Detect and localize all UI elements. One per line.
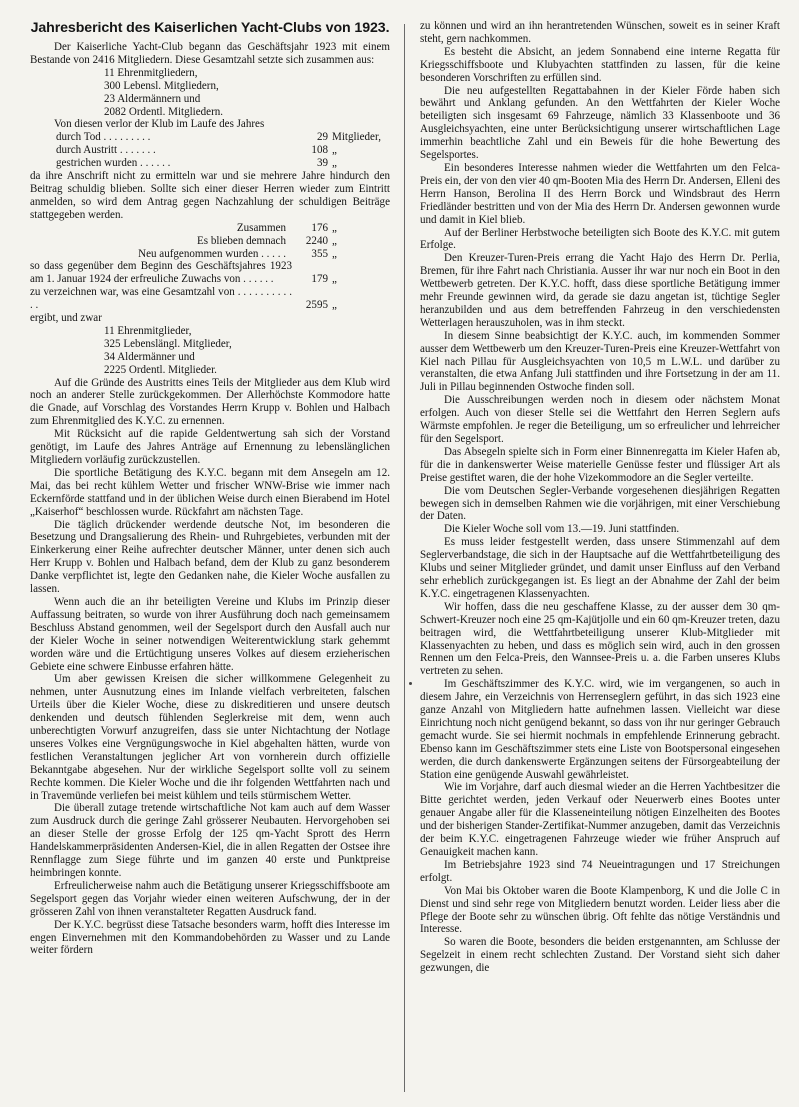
stat-unit: Mitglieder, bbox=[332, 131, 381, 144]
body-paragraph: Die täglich drückender werdende deutsche Not, im besonderen die Besetzung und Drangsalierung des Rhein- und Ruhrgebietes, verbunden mit der Einkerkerung einer Reihe aufrechter deutscher Männer, unter denen sich auch Herr Krupp v. Bohlen und Halbach befand, dem der Klub zu ganz besonderem Danke verpflichtet ist, legte den Gedanken nahe, die Kieler Woche ausfallen zu lassen. bbox=[30, 518, 390, 596]
total-number: 2595 bbox=[305, 299, 328, 312]
stat-label: durch Tod . . . . . . . . . bbox=[56, 131, 151, 144]
growth-row bbox=[30, 260, 390, 286]
stat-unit: „ bbox=[332, 234, 337, 247]
right-body-text bbox=[420, 20, 780, 975]
body-paragraph: Mit Rücksicht auf die rapide Geldentwertung sah sich der Vorstand genötigt, im Laufe des Jahres Anträge auf Ernennung zu lebenslänglichen Mitgliedern vorläufig zurückzustellen. bbox=[30, 428, 390, 466]
body-paragraph: Wir hoffen, dass die neu geschaffene Klasse, zu der ausser dem 30 qm-Schwert-Kreuzer noch eine 25 qm-Kajütjolle und ein 60 qm-Kreuzer treten, dazu beitragen wird, die Wettfahrtbeteiligung unserer Klub-Mitglieder mit Klassenyachten zu heben, und dass es möglich sein wird, auch in den grossen Rennen um den Felca-Preis, den Wannsee-Preis u. a. die Farben unseres Klubs vertreten zu sehen. bbox=[420, 600, 780, 678]
stat-row bbox=[30, 235, 390, 248]
growth-text: so dass gegenüber dem Beginn des Geschäftsjahres 1923 am 1. Januar 1924 der erfreuliche Zuwachs von . . . . . . bbox=[30, 260, 292, 286]
total-text: zu verzeichnen war, was eine Gesamtzahl von . . . . . . . . . . . . bbox=[30, 286, 292, 312]
growth-table bbox=[30, 260, 390, 312]
body-paragraph: So waren die Boote, besonders die beiden erstgenannten, am Schlusse der Segelzeit in einem recht schlechten Zustand. Der Vorstand sieht sich daher gezwungen, die bbox=[420, 936, 780, 975]
body-paragraph: Auf die Gründe des Austritts eines Teils der Mitglieder aus dem Klub wird noch an anderer Stelle zurückgekommen. Der Allerhöchste Kommodore hatte die Gnade, auf Vorschlag des Vorstandes Herrn Krupp v. Bohlen und Halbach zum Ehrenmitglied des K.Y.C. zu ernennen. bbox=[30, 376, 390, 428]
stat-label: Neu aufgenommen wurden . . . . . bbox=[138, 247, 286, 260]
list-item: 34 Aldermänner und bbox=[104, 350, 195, 363]
body-paragraph: Von Mai bis Oktober waren die Boote Klampenborg, K und die Jolle C in Dienst und sind sehr rege von Mitgliedern benutzt worden. Leider liess aber die Pflege der Boote sehr zu wünschen übrig. Oft fehlte das nötige Verständnis und Interesse. bbox=[420, 884, 780, 936]
stat-row bbox=[30, 248, 390, 261]
losses-explanation: da ihre Anschrift nicht zu ermitteln war und sie mehrere Jahre hindurch den Beitrag schuldig blieben. Sollte sich einer dieser Herren wieder zum Eintritt anmelden, so wird dem Antrag gegen Nachzahlung der schuldigen Beiträge stattgegeben werden. bbox=[30, 170, 390, 221]
body-paragraph: Im Geschäftszimmer des K.Y.C. wird, wie im vergangenen, so auch in diesem Jahre, ein Verzeichnis von Herrenseglern geführt, in das sich 1923 eine ganze Anzahl von Mitgliedern hatte aufnehmen lassen. Vielleicht war diese Einrichtung noch nicht genügend bekannt, so dass von ihr nur geringer Gebrauch gemacht wurde. Sie sei hiermit nochmals in empfehlende Erinnerung gebracht. Ebenso kann im Geschäftszimmer stets eine Liste von Bootspersonal eingesehen werden, die durch dankenswerte Ergänzungen seitens der Fürsorgeabteilung der Station eine genügende Auswahl gewährleistet. bbox=[420, 678, 780, 781]
stat-label: Zusammen bbox=[236, 221, 286, 234]
stat-number: 176 bbox=[311, 221, 328, 234]
totals-table bbox=[30, 222, 390, 261]
body-paragraph: Im Betriebsjahre 1923 sind 74 Neueintragungen und 17 Streichungen erfolgt. bbox=[420, 858, 780, 884]
list-item: 325 Lebenslängl. Mitglieder, bbox=[104, 337, 232, 350]
list-item: 300 Lebensl. Mitgliedern, bbox=[104, 79, 219, 92]
growth-unit: „ bbox=[332, 273, 337, 286]
body-paragraph: Die Ausschreibungen werden noch in diesem oder nächstem Monat erfolgen. Auch von dieser Stelle sei die Wettfahrt den Herren Seglern aufs Wärmste empfohlen. Je reger die Beteiligung, um so erfreulicher und lehrreicher für den Segelsport. bbox=[420, 394, 780, 445]
left-column bbox=[30, 20, 390, 957]
body-paragraph: Es besteht die Absicht, an jedem Sonnabend eine interne Regatta für Kriegsschiffsboote und Klubyachten stattfinden zu lassen, für die keine besonderen Vorschriften zu erfüllen sind. bbox=[420, 45, 780, 84]
stat-row bbox=[30, 144, 390, 157]
list-item: 23 Aldermännern und bbox=[104, 92, 201, 105]
body-paragraph: Die überall zutage tretende wirtschaftliche Not kam auch auf dem Wasser zum Ausdruck durch die geringe Zahl grösserer Neubauten. Hervorgehoben sei an dieser Stelle der grosse Erfolg der 125 qm-Yacht Sprott des Herrn Handelskammerpräsidenten Andersen-Kiel, die in allen Regatten der Ostsee ihre Rennflagge zum Siege führte und im ganzen 40 erste und Punktpreise heimbringen konnte. bbox=[30, 802, 390, 879]
stat-row bbox=[30, 157, 390, 170]
body-paragraph: Das Absegeln spielte sich in Form einer Binnenregatta im Kieler Hafen ab, für die in dankenswerter Weise materielle Genüsse fester und flüssiger Art als Preise gestiftet waren, die der hohe Vizekommodore an die Segler verteilte. bbox=[420, 445, 780, 484]
body-paragraph: Die neu aufgestellten Regattabahnen in der Kieler Förde haben sich bewährt und Anklang gefunden. An den Wettfahrten der Kieler Woche beteiligten sich insgesamt 69 Fahrzeuge, nämlich 33 Klassenboote und 36 Ausgleichsyachten, eine unter Berücksichtigung unserer wirtschaftlichen Lage immerhin beachtliche Zahl und ein Beweis für die hohe Bewertung des Segelsportes. bbox=[420, 84, 780, 162]
body-paragraph: Wenn auch die an ihr beteiligten Vereine und Klubs im Prinzip dieser Auffassung beitraten, so wurde von ihrer Ausführung doch nach gemeinsamem Beschluss Abstand genommen, weil der Segelsport durch den Ausfall auch nur der Kieler Woche in seiner notwendigen Weiterentwicklung stark gehemmt worden wäre und die Ertüchtigung unseres Volkes auf diesem erzieherischen Gebiete eine schwere Einbusse erfahren hätte. bbox=[30, 595, 390, 673]
stat-unit: „ bbox=[332, 247, 337, 260]
left-body-text bbox=[30, 377, 390, 958]
stat-unit: „ bbox=[332, 221, 337, 234]
body-paragraph: Der K.Y.C. begrüsst diese Tatsache besonders warm, hofft dies Interesse im engen Einvernehmen mit den Kommandobehörden zu Wasser und zu Lande weiter fördern bbox=[30, 918, 390, 957]
stat-unit: „ bbox=[332, 157, 337, 170]
stat-row bbox=[30, 131, 390, 144]
list-item: 11 Ehrenmitglieder, bbox=[104, 324, 192, 337]
list-item: 2225 Ordentl. Mitglieder. bbox=[104, 363, 217, 376]
list-item: 2082 Ordentl. Mitgliedern. bbox=[104, 105, 224, 118]
page-title: Jahresbericht des Kaiserlichen Yacht-Clubs von 1923. bbox=[30, 20, 390, 36]
losses-table bbox=[30, 131, 390, 170]
total-row bbox=[30, 286, 390, 312]
print-speck bbox=[409, 682, 412, 685]
body-paragraph: Wie im Vorjahre, darf auch diesmal wieder an die Herren Yachtbesitzer die Bitte gerichtet werden, jeden Verkauf oder Neuerwerb eines Bootes unter genauer Angabe aller für die Klasseneinteilung nötigen Einzelheiten des Bootes und der bisherigen Stander-Zertifikat-Nummer anzugeben, damit das Verzeichnis der beim K.Y.C. eingetragenen Fahrzeuge wieder wie früher Anspruch auf Genauigkeit machen kann. bbox=[420, 781, 780, 858]
stat-label: durch Austritt . . . . . . . bbox=[56, 144, 156, 157]
growth-number: 179 bbox=[311, 273, 328, 286]
stat-number: 2240 bbox=[305, 234, 328, 247]
column-divider bbox=[404, 24, 405, 1092]
document-page bbox=[28, 20, 784, 1095]
body-paragraph: Ein besonderes Interesse nahmen wieder die Wettfahrten um den Felca-Preis ein, der von den vier 40 qm-Booten Mia des Herrn Dr. Andersen, Elleni des Herrn Hanson, Berolina II des Herrn Borck und Windsbraut des Herrn Friedländer bestritten und von der Mia des Herrn Dr. Andersen gewonnen wurde und damit in Kiel blieb. bbox=[420, 161, 780, 226]
right-column bbox=[420, 20, 780, 975]
body-paragraph: zu können und wird an ihn herantretenden Wünschen, soweit es in seiner Kraft steht, gern nachkommen. bbox=[420, 20, 780, 45]
body-paragraph: In diesem Sinne beabsichtigt der K.Y.C. auch, im kommenden Sommer ausser dem Wettbewerb um den Kreuzer-Turen-Preis eine Kreuzer-Wettfahrt von Kiel nach Pillau für Ausgleichsyachten von 10,5 m L.W.L. und darüber zu veranstalten, die etwa Anfang Juli stattfinden und ihre Fortsetzung in der am 11. Juli in Pillau beginnenden Ostwoche finden soll. bbox=[420, 329, 780, 394]
stat-number: 39 bbox=[316, 157, 328, 170]
stat-row bbox=[30, 222, 390, 235]
breakdown-intro: ergibt, und zwar bbox=[30, 312, 102, 325]
body-paragraph: Auf der Berliner Herbstwoche beteiligten sich Boote des K.Y.C. mit gutem Erfolge. bbox=[420, 226, 780, 252]
total-unit: „ bbox=[332, 299, 337, 312]
stat-label: gestrichen wurden . . . . . . bbox=[56, 157, 171, 170]
stat-number: 108 bbox=[311, 144, 328, 157]
body-paragraph: Erfreulicherweise nahm auch die Betätigung unserer Kriegsschiffsboote am Segelsport gegen das Vorjahr wieder einen weiteren Aufschwung, der in der grösseren Zahl von ihnen veranstalteter Regatten Ausdruck fand. bbox=[30, 879, 390, 918]
member-breakdown-list bbox=[30, 325, 390, 377]
list-item: 11 Ehrenmitgliedern, bbox=[104, 66, 198, 79]
body-paragraph: Die Kieler Woche soll vom 13.—19. Juni stattfinden. bbox=[444, 523, 680, 536]
body-paragraph: Um aber gewissen Kreisen die sicher willkommene Gelegenheit zu nehmen, unter Ausnutzung eines im Inlande vielfach verbreiteten, falschen Urteils über die Kieler Woche, diese zu diskreditieren und unsere deutsch denkenden und deutsch fühlenden Seglerkreise mit dem, wenn auch unberechtigten Vorwurf anzugreifen, dass sie unter Nichtachtung der Notlage unseres Volkes eine Vergnügungswoche in Kiel abgehalten hätten, wurde von festlichen Veranstaltungen jeglicher Art von vornherein durch offizielle Bekanntgabe abgesehen. Nur der wirkliche Segelsport sollte voll zu seinem Rechte kommen. Die Kieler Woche und die ihr folgenden Wettfahrten nach und in Travemünde verliefen bei meist kühlem und teils stürmischem Wetter. bbox=[30, 673, 390, 802]
stat-unit: „ bbox=[332, 144, 337, 157]
body-paragraph: Die vom Deutschen Segler-Verbande vorgesehenen diesjährigen Regatten bewegen sich in demselben Rahmen wie die vorjährigen, mit einer Verschiebung der Daten. bbox=[420, 484, 780, 523]
member-composition-list bbox=[30, 67, 390, 119]
stat-label: Es blieben demnach bbox=[197, 234, 286, 247]
losses-intro: Von diesen verlor der Klub im Laufe des Jahres bbox=[54, 118, 265, 131]
body-paragraph: Die sportliche Betätigung des K.Y.C. begann mit dem Ansegeln am 12. Mai, das bei recht kühlem Wetter und frischer WNW-Brise wie immer nach Eckernförde stattfand und in der üblichen Weise durch einen Bierabend im Hotel „Kaiserhof“ beschlossen wurde. Rückfahrt am nächsten Tage. bbox=[30, 466, 390, 518]
intro-paragraph: Der Kaiserliche Yacht-Club begann das Geschäftsjahr 1923 mit einem Bestande von 2416 Mitgliedern. Diese Gesamtzahl setzte sich zusammen aus: bbox=[30, 41, 390, 66]
stat-number: 355 bbox=[311, 247, 328, 260]
body-paragraph: Den Kreuzer-Turen-Preis errang die Yacht Hajo des Herrn Dr. Perlia, Bremen, für ihre Fahrt nach Christiania. Ausser ihr war nur noch ein Boot in den Wettbewerb getreten. Der K.Y.C. hofft, dass diese sportliche Betätigung immer mehr Freunde gewinnen wird, da gerade sie dazu angetan ist, tüchtige Segler heranzubilden und aus dem betreffenden Fahrzeug in den verschiedensten Wetterlagen herauszuholen, was in ihm steckt. bbox=[420, 252, 780, 329]
stat-number: 29 bbox=[316, 131, 328, 144]
body-paragraph: Es muss leider festgestellt werden, dass unsere Stimmenzahl auf dem Seglerverbandstage, die sich in der Hauptsache auf die Wettfahrtbeteiligung des Klubs und seiner Mitglieder gründet, und damit unser Einfluss auf den Verband sehr erheblich zurückgegangen ist. Es liegt an der Abnahme der Zahl der beim K.Y.C. eingetragenen Klassenyachten. bbox=[420, 536, 780, 600]
